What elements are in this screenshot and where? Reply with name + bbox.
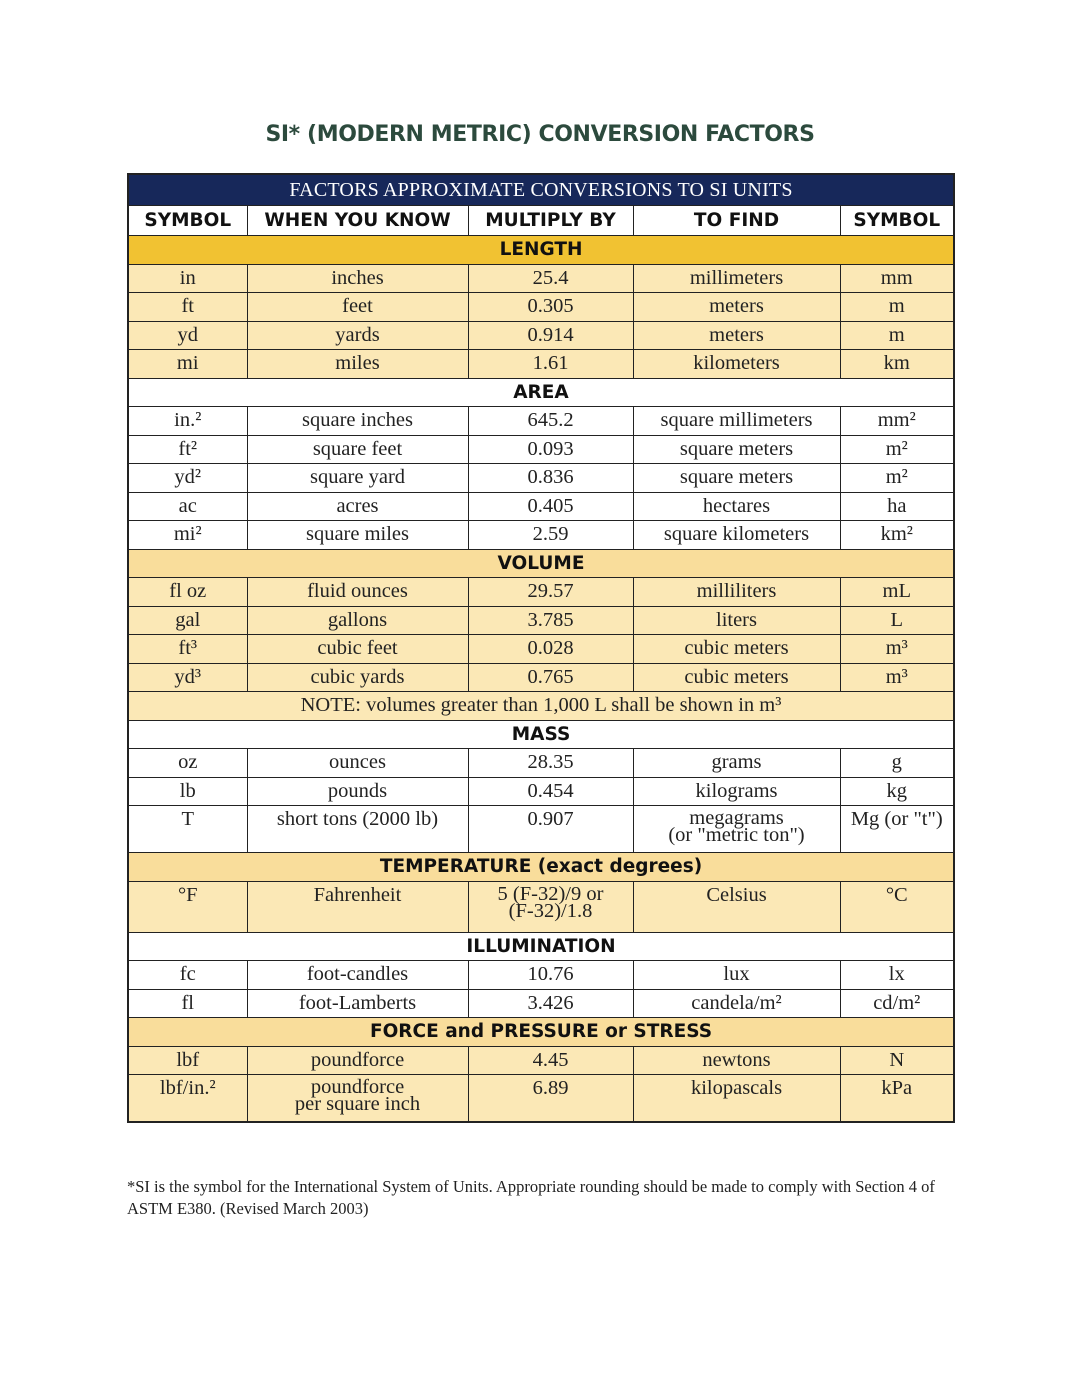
cell-si-symbol: m³ bbox=[840, 635, 954, 664]
cell-si-symbol: N bbox=[840, 1046, 954, 1075]
conversion-table-container bbox=[127, 173, 953, 1123]
cell-symbol: yd bbox=[128, 321, 247, 350]
cell-si-symbol: m³ bbox=[840, 663, 954, 692]
cell-si-symbol: mL bbox=[840, 578, 954, 607]
cell-multiply-by: 0.028 bbox=[468, 635, 633, 664]
cell-to-find: hectares bbox=[633, 492, 840, 521]
cell-when-you-know: acres bbox=[247, 492, 468, 521]
cell-si-symbol: lx bbox=[840, 961, 954, 990]
volume-note: NOTE: volumes greater than 1,000 L shall be shown in m³ bbox=[128, 692, 954, 721]
section-header-mass bbox=[128, 720, 954, 749]
cell-symbol: lb bbox=[128, 777, 247, 806]
cell-multiply-by: 3.426 bbox=[468, 989, 633, 1018]
cell-symbol: gal bbox=[128, 606, 247, 635]
cell-symbol: ft bbox=[128, 293, 247, 322]
column-header-when-you-know: WHEN YOU KNOW bbox=[247, 206, 468, 236]
cell-multiply-by: 5 (F-32)/9 or (F-32)/1.8 bbox=[468, 881, 633, 932]
cell-symbol: °F bbox=[128, 881, 247, 932]
section-label: LENGTH bbox=[128, 236, 954, 265]
table-row bbox=[128, 961, 954, 990]
section-header-length bbox=[128, 236, 954, 265]
cell-multiply-by: 0.405 bbox=[468, 492, 633, 521]
cell-to-find: square meters bbox=[633, 464, 840, 493]
cell-si-symbol: kg bbox=[840, 777, 954, 806]
cell-to-find: lux bbox=[633, 961, 840, 990]
cell-when-you-know: gallons bbox=[247, 606, 468, 635]
cell-multiply-by: 0.305 bbox=[468, 293, 633, 322]
table-row bbox=[128, 989, 954, 1018]
column-header-si-symbol: SYMBOL bbox=[840, 206, 954, 236]
table-row bbox=[128, 1046, 954, 1075]
column-header-symbol: SYMBOL bbox=[128, 206, 247, 236]
table-row bbox=[128, 749, 954, 778]
cell-multiply-by: 0.093 bbox=[468, 435, 633, 464]
volume-note-row bbox=[128, 692, 954, 721]
cell-si-symbol: mm² bbox=[840, 407, 954, 436]
cell-to-find: cubic meters bbox=[633, 635, 840, 664]
cell-multiply-by: 2.59 bbox=[468, 521, 633, 550]
cell-multiply-by: 28.35 bbox=[468, 749, 633, 778]
cell-when-you-know: poundforce per square inch bbox=[247, 1075, 468, 1123]
cell-multiply-by: 1.61 bbox=[468, 350, 633, 379]
section-header-illumination bbox=[128, 932, 954, 961]
cell-when-you-know: feet bbox=[247, 293, 468, 322]
cell-to-find: megagrams (or "metric ton") bbox=[633, 806, 840, 853]
cell-si-symbol: kPa bbox=[840, 1075, 954, 1123]
column-header-to-find: TO FIND bbox=[633, 206, 840, 236]
cell-si-symbol: km² bbox=[840, 521, 954, 550]
section-header-area bbox=[128, 378, 954, 407]
table-row bbox=[128, 606, 954, 635]
cell-symbol: lbf bbox=[128, 1046, 247, 1075]
cell-si-symbol: Mg (or "t") bbox=[840, 806, 954, 853]
cell-si-symbol: m² bbox=[840, 435, 954, 464]
page-title: SI* (MODERN METRIC) CONVERSION FACTORS bbox=[265, 122, 815, 147]
cell-when-you-know: inches bbox=[247, 264, 468, 293]
table-row bbox=[128, 777, 954, 806]
cell-to-find: kilopascals bbox=[633, 1075, 840, 1123]
cell-when-you-know: miles bbox=[247, 350, 468, 379]
cell-to-find: kilograms bbox=[633, 777, 840, 806]
table-row bbox=[128, 881, 954, 932]
section-header-temperature bbox=[128, 853, 954, 882]
cell-si-symbol: m² bbox=[840, 464, 954, 493]
cell-symbol: mi² bbox=[128, 521, 247, 550]
section-header-force bbox=[128, 1018, 954, 1047]
cell-to-find: newtons bbox=[633, 1046, 840, 1075]
table-row bbox=[128, 435, 954, 464]
banner-text: FACTORS APPROXIMATE CONVERSIONS TO SI UNITS bbox=[128, 174, 954, 206]
cell-si-symbol: km bbox=[840, 350, 954, 379]
cell-to-find: square kilometers bbox=[633, 521, 840, 550]
cell-to-find: kilometers bbox=[633, 350, 840, 379]
cell-symbol: fl bbox=[128, 989, 247, 1018]
cell-multiply-by: 6.89 bbox=[468, 1075, 633, 1123]
section-label: VOLUME bbox=[128, 549, 954, 578]
cell-multiply-by: 29.57 bbox=[468, 578, 633, 607]
cell-when-you-know: square miles bbox=[247, 521, 468, 550]
cell-when-you-know: foot-Lamberts bbox=[247, 989, 468, 1018]
cell-when-you-know: short tons (2000 lb) bbox=[247, 806, 468, 853]
cell-symbol: T bbox=[128, 806, 247, 853]
cell-to-find: candela/m² bbox=[633, 989, 840, 1018]
cell-multiply-by: 0.454 bbox=[468, 777, 633, 806]
column-header-multiply-by: MULTIPLY BY bbox=[468, 206, 633, 236]
cell-when-you-know: square yard bbox=[247, 464, 468, 493]
cell-si-symbol: mm bbox=[840, 264, 954, 293]
cell-when-you-know: square inches bbox=[247, 407, 468, 436]
section-header-volume bbox=[128, 549, 954, 578]
cell-symbol: yd² bbox=[128, 464, 247, 493]
cell-symbol: ft³ bbox=[128, 635, 247, 664]
cell-symbol: fl oz bbox=[128, 578, 247, 607]
cell-symbol: yd³ bbox=[128, 663, 247, 692]
cell-symbol: mi bbox=[128, 350, 247, 379]
cell-multiply-by: 0.907 bbox=[468, 806, 633, 853]
cell-multiply-by: 0.765 bbox=[468, 663, 633, 692]
cell-symbol: fc bbox=[128, 961, 247, 990]
table-row bbox=[128, 264, 954, 293]
cell-si-symbol: ha bbox=[840, 492, 954, 521]
cell-when-you-know: foot-candles bbox=[247, 961, 468, 990]
table-row bbox=[128, 578, 954, 607]
cell-symbol: lbf/in.² bbox=[128, 1075, 247, 1123]
cell-to-find: Celsius bbox=[633, 881, 840, 932]
table-row bbox=[128, 663, 954, 692]
cell-to-find: millimeters bbox=[633, 264, 840, 293]
cell-multiply-by: 0.836 bbox=[468, 464, 633, 493]
cell-multiply-by: 645.2 bbox=[468, 407, 633, 436]
cell-to-find: meters bbox=[633, 293, 840, 322]
footnote: *SI is the symbol for the International System of Units. Appropriate rounding should be made to comply with Section 4 of ASTM E380. (Revised March 2003) bbox=[127, 1177, 935, 1218]
section-label: MASS bbox=[128, 720, 954, 749]
table-row bbox=[128, 350, 954, 379]
table-row bbox=[128, 492, 954, 521]
cell-when-you-know: Fahrenheit bbox=[247, 881, 468, 932]
cell-multiply-by: 0.914 bbox=[468, 321, 633, 350]
cell-when-you-know: cubic yards bbox=[247, 663, 468, 692]
cell-to-find: meters bbox=[633, 321, 840, 350]
section-label: FORCE and PRESSURE or STRESS bbox=[128, 1018, 954, 1047]
cell-when-you-know: pounds bbox=[247, 777, 468, 806]
cell-symbol: in bbox=[128, 264, 247, 293]
section-label: ILLUMINATION bbox=[128, 932, 954, 961]
conversion-table bbox=[127, 173, 955, 1123]
cell-multiply-by: 4.45 bbox=[468, 1046, 633, 1075]
cell-si-symbol: °C bbox=[840, 881, 954, 932]
cell-to-find: grams bbox=[633, 749, 840, 778]
table-banner bbox=[128, 174, 954, 206]
cell-si-symbol: cd/m² bbox=[840, 989, 954, 1018]
cell-when-you-know: poundforce bbox=[247, 1046, 468, 1075]
cell-symbol: in.² bbox=[128, 407, 247, 436]
table-row bbox=[128, 521, 954, 550]
cell-to-find: liters bbox=[633, 606, 840, 635]
cell-to-find: cubic meters bbox=[633, 663, 840, 692]
cell-multiply-by: 25.4 bbox=[468, 264, 633, 293]
cell-si-symbol: L bbox=[840, 606, 954, 635]
cell-to-find: square millimeters bbox=[633, 407, 840, 436]
cell-when-you-know: cubic feet bbox=[247, 635, 468, 664]
table-row bbox=[128, 293, 954, 322]
column-header-row bbox=[128, 206, 954, 236]
section-label: AREA bbox=[128, 378, 954, 407]
cell-when-you-know: yards bbox=[247, 321, 468, 350]
cell-when-you-know: square feet bbox=[247, 435, 468, 464]
cell-symbol: oz bbox=[128, 749, 247, 778]
cell-si-symbol: m bbox=[840, 321, 954, 350]
table-row bbox=[128, 635, 954, 664]
table-row bbox=[128, 321, 954, 350]
table-row bbox=[128, 464, 954, 493]
table-row bbox=[128, 806, 954, 853]
table-row bbox=[128, 1075, 954, 1123]
cell-si-symbol: g bbox=[840, 749, 954, 778]
cell-multiply-by: 10.76 bbox=[468, 961, 633, 990]
cell-when-you-know: fluid ounces bbox=[247, 578, 468, 607]
cell-to-find: milliliters bbox=[633, 578, 840, 607]
cell-to-find: square meters bbox=[633, 435, 840, 464]
section-label: TEMPERATURE (exact degrees) bbox=[128, 853, 954, 882]
cell-symbol: ft² bbox=[128, 435, 247, 464]
cell-si-symbol: m bbox=[840, 293, 954, 322]
cell-when-you-know: ounces bbox=[247, 749, 468, 778]
table-row bbox=[128, 407, 954, 436]
cell-multiply-by: 3.785 bbox=[468, 606, 633, 635]
cell-symbol: ac bbox=[128, 492, 247, 521]
